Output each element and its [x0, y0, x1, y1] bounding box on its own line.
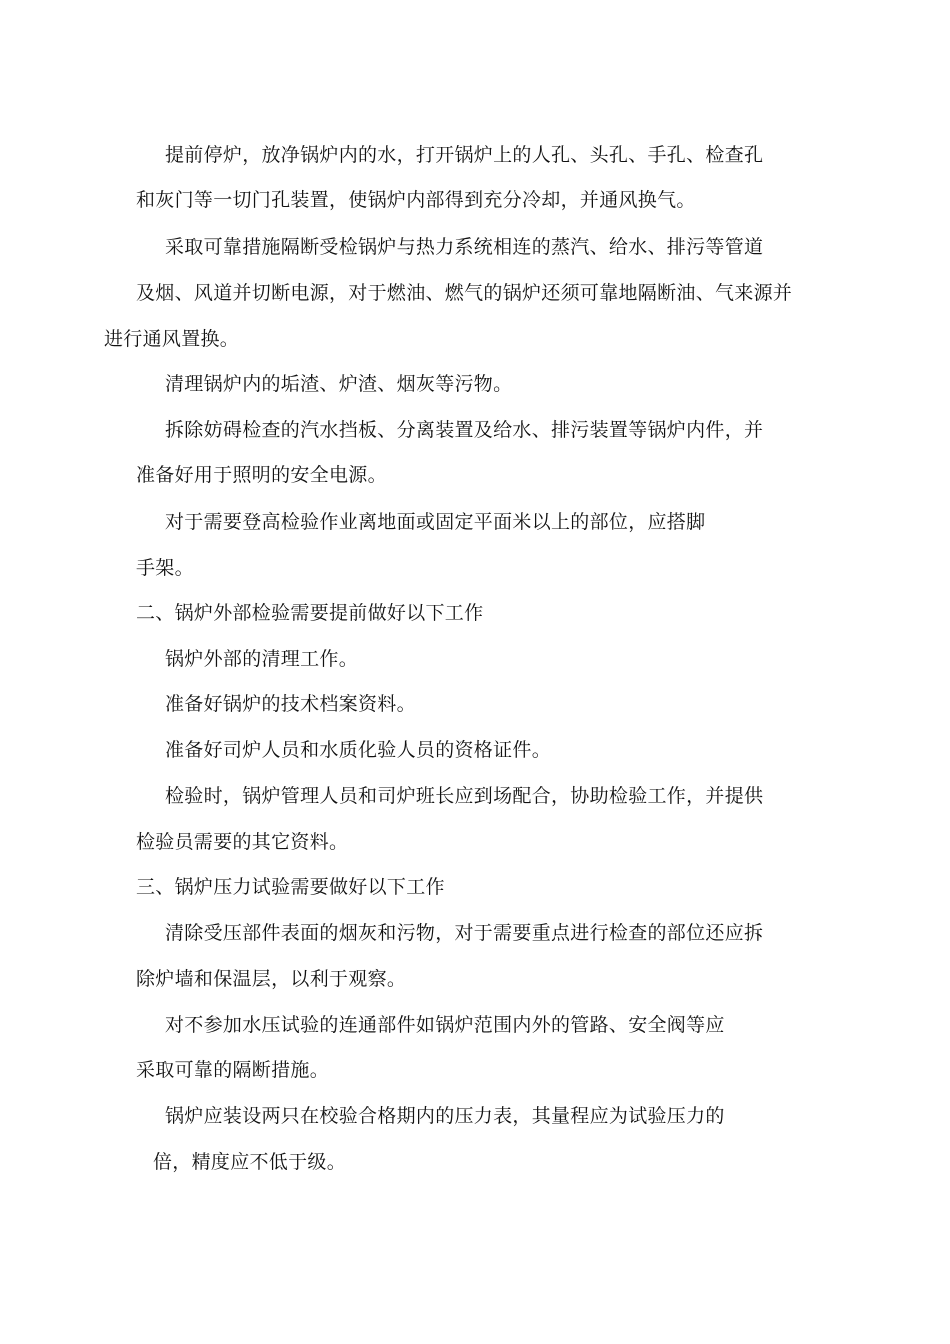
paragraph-line: 除炉墙和保温层，以利于观察。	[136, 968, 407, 990]
paragraph-line: 采取可靠的隔断措施。	[136, 1059, 330, 1081]
paragraph-line: 准备好用于照明的安全电源。	[136, 464, 387, 486]
paragraph-line: 准备好司炉人员和水质化验人员的资格证件。	[165, 739, 552, 761]
paragraph-line: 和灰门等一切门孔装置，使锅炉内部得到充分冷却，并通风换气。	[136, 189, 696, 211]
paragraph-line: 锅炉外部的清理工作。	[165, 648, 359, 670]
paragraph-line: 对于需要登高检验作业离地面或固定平面米以上的部位，应搭脚	[165, 511, 706, 533]
paragraph-line: 手架。	[136, 557, 194, 579]
section-heading: 二、锅炉外部检验需要提前做好以下工作	[136, 602, 484, 624]
paragraph-line: 进行通风置换。	[104, 328, 240, 350]
section-heading: 三、锅炉压力试验需要做好以下工作	[136, 876, 445, 898]
paragraph-line: 检验时，锅炉管理人员和司炉班长应到场配合，协助检验工作，并提供	[165, 785, 764, 807]
paragraph-line: 检验员需要的其它资料。	[136, 831, 349, 853]
paragraph-line: 采取可靠措施隔断受检锅炉与热力系统相连的蒸汽、给水、排污等管道	[165, 236, 764, 258]
paragraph-line: 倍，精度应不低于级。	[153, 1151, 347, 1173]
paragraph-line: 清除受压部件表面的烟灰和污物，对于需要重点进行检查的部位还应拆	[165, 922, 764, 944]
paragraph-line: 提前停炉，放净锅炉内的水，打开锅炉上的人孔、头孔、手孔、检查孔	[165, 144, 764, 166]
paragraph-line: 准备好锅炉的技术档案资料。	[165, 693, 416, 715]
paragraph-line: 清理锅炉内的垢渣、炉渣、烟灰等污物。	[165, 373, 513, 395]
paragraph-line: 对不参加水压试验的连通部件如锅炉范围内外的管路、安全阀等应	[165, 1014, 725, 1036]
paragraph-line: 及烟、风道并切断电源，对于燃油、燃气的锅炉还须可靠地隔断油、气来源并	[136, 282, 793, 304]
paragraph-line: 锅炉应装设两只在校验合格期内的压力表，其量程应为试验压力的	[165, 1105, 725, 1127]
paragraph-line: 拆除妨碍检查的汽水挡板、分离装置及给水、排污装置等锅炉内件，并	[165, 419, 764, 441]
